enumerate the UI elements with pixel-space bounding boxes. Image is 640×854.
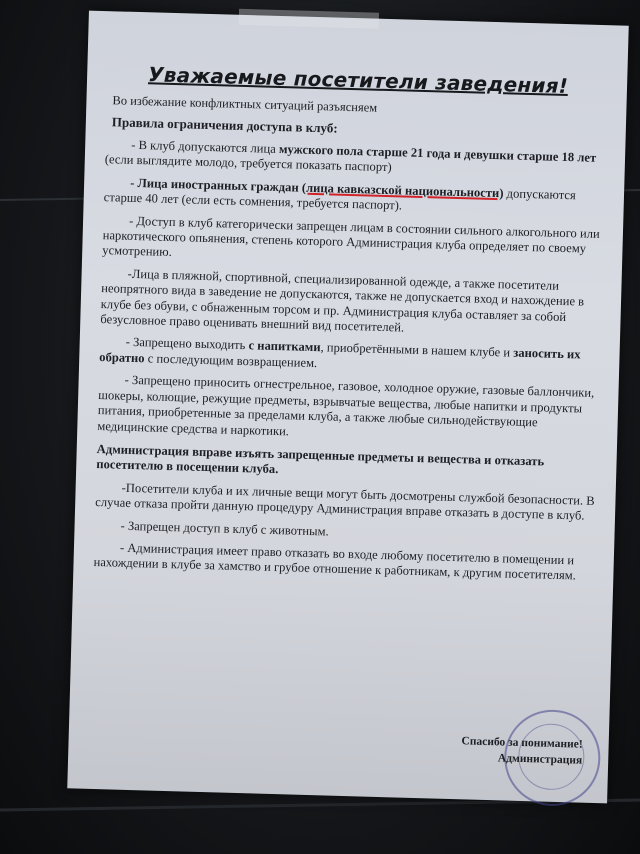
rule-weapons: - Запрещено приносить огнестрельное, газовое, холодное оружие, газовые баллончики, шокеры, колющие, режущие предметы, взрывчатые вещества, любые напитки и продукты питания, приобретенные за пределами клуба, а также любые сильнодействующие медицинские средства и наркотики. [97, 373, 595, 438]
notice-sheet [67, 11, 629, 804]
thanks-line: Спасибо за понимание! [461, 735, 583, 751]
rule-age: - В клуб допускаются лица мужского пола старше 21 года и девушки старше 18 лет (если выглядите молодо, требуется показать паспорт) [104, 137, 597, 175]
rule-clothing: -Лица в пляжной, спортивной, специализированной одежде, а также посетители неопрятного вида в заведение не допускаются, также не допускается вход и нахождение в клубе без обуви, с обнаженным торсом и пр. Администрация клуба оставляет за собой безусловное право оценивать внешний вид посетителей. [100, 266, 585, 335]
highlighted-phrase: (лица кавказской национальности) [301, 180, 504, 201]
rules-heading: Правила ограничения доступа в клуб: [111, 114, 338, 136]
rule-refusal: - Администрация имеет право отказать во входе любому посетителю в помещении и нахождении в клубе за хамство и грубое отношение к работникам, к другим посетителям. [93, 540, 577, 583]
rule-intoxication: - Доступ в клуб категорически запрещен лицам в состоянии сильного алкогольного или наркотического опьянения, степень которого Администрация клуба определяет по своему усмотрению. [102, 213, 600, 260]
notice-intro: Во избежание конфликтных ситуаций разъясняем [112, 93, 378, 115]
rule-animals: - Запрещен доступ в клуб с животным. [120, 518, 329, 539]
rule-drinks: - Запрещено выходить с напитками, приобретёнными в нашем клубе и заносить их обратно с последующим возвращением. [99, 335, 581, 370]
rule-foreign: - Лица иностранных граждан (лица кавказской национальности) допускаются старше 40 лет (если есть сомнения, требуется паспорт). [103, 175, 576, 213]
signature-block [461, 733, 583, 768]
rule-search: -Посетители клуба и их личные вещи могут быть досмотрены службой безопасности. В случае отказа пройти данную процедуру Администрация вправе отказать в доступе в клуб. [95, 480, 595, 523]
admin-rights: Администрация вправе изъять запрещенные предметы и вещества и отказать посетителю в посещении клуба. [96, 441, 545, 477]
tape-top [239, 9, 379, 29]
admin-signature: Администрация [497, 752, 583, 767]
notice-title: Уважаемые посетители заведения! [147, 62, 569, 99]
